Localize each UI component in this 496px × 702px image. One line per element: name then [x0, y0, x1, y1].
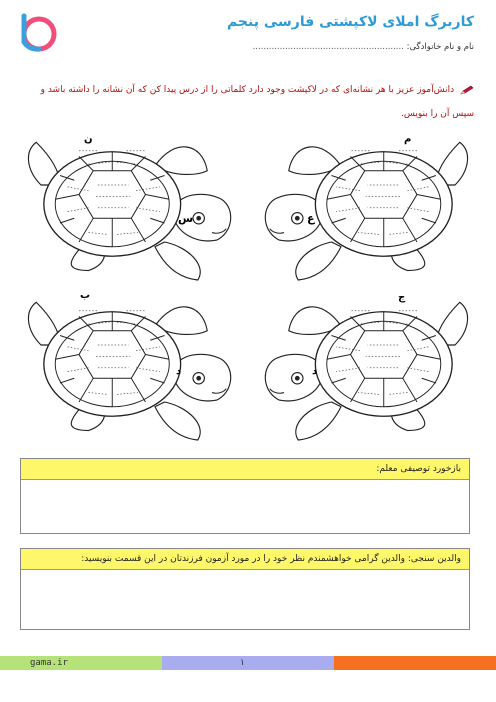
- footer-bar: [0, 656, 496, 670]
- turtle-2-head-letter: ع: [307, 212, 315, 225]
- footer-green-segment: [0, 656, 162, 670]
- teacher-feedback-label: بازخورد توصیفی معلم:: [21, 459, 469, 480]
- instruction-text: [22, 78, 474, 126]
- student-name-dots: ........................................................: [252, 42, 404, 52]
- student-name-field[interactable]: [253, 42, 474, 52]
- student-name-label: نام و نام خانوادگی:: [406, 42, 474, 52]
- footer-purple-segment: [162, 656, 334, 670]
- turtle-2-body-letter: م: [404, 134, 412, 145]
- teacher-feedback-box[interactable]: [20, 458, 470, 534]
- page-number: ۱: [240, 658, 245, 668]
- turtle-top-right: [265, 142, 467, 280]
- turtle-3-head-letter: د: [176, 366, 182, 377]
- parent-feedback-label: والدین سنجی: والدین گرامی خواهشمندم نظر خود را در مورد آزمون فرزندتان در این قسمت بنویسید:: [21, 549, 469, 570]
- turtle-3-body-letter: ب: [80, 290, 91, 301]
- turtle-1-head-letter: س: [178, 212, 194, 225]
- turtle-4-body-letter: ج: [398, 292, 406, 303]
- turtle-worksheet: [22, 128, 474, 448]
- footer-site-link[interactable]: gama.ir: [30, 658, 68, 668]
- turtle-1-body-letter: ن: [84, 134, 93, 145]
- instruction-body: دانش‌آموز عزیز با هر نشانه‌ای که در لاکپشت وجود دارد کلماتی را از درس پیدا کن که آن نشانه را داشته باشد و سپس آن را بنویس.: [40, 85, 474, 119]
- parent-feedback-box[interactable]: [20, 548, 470, 630]
- page-title: کاربرگ املای لاکپشتی فارسی پنجم: [226, 14, 474, 30]
- turtle-4-head-letter: د: [312, 366, 318, 377]
- pencil-icon: [460, 85, 474, 95]
- turtle-bottom-right: [265, 302, 467, 440]
- footer-orange-segment: [334, 656, 496, 670]
- gama-logo-icon: [16, 12, 58, 54]
- turtle-top-left: [28, 142, 230, 280]
- turtle-bottom-left: [28, 302, 230, 440]
